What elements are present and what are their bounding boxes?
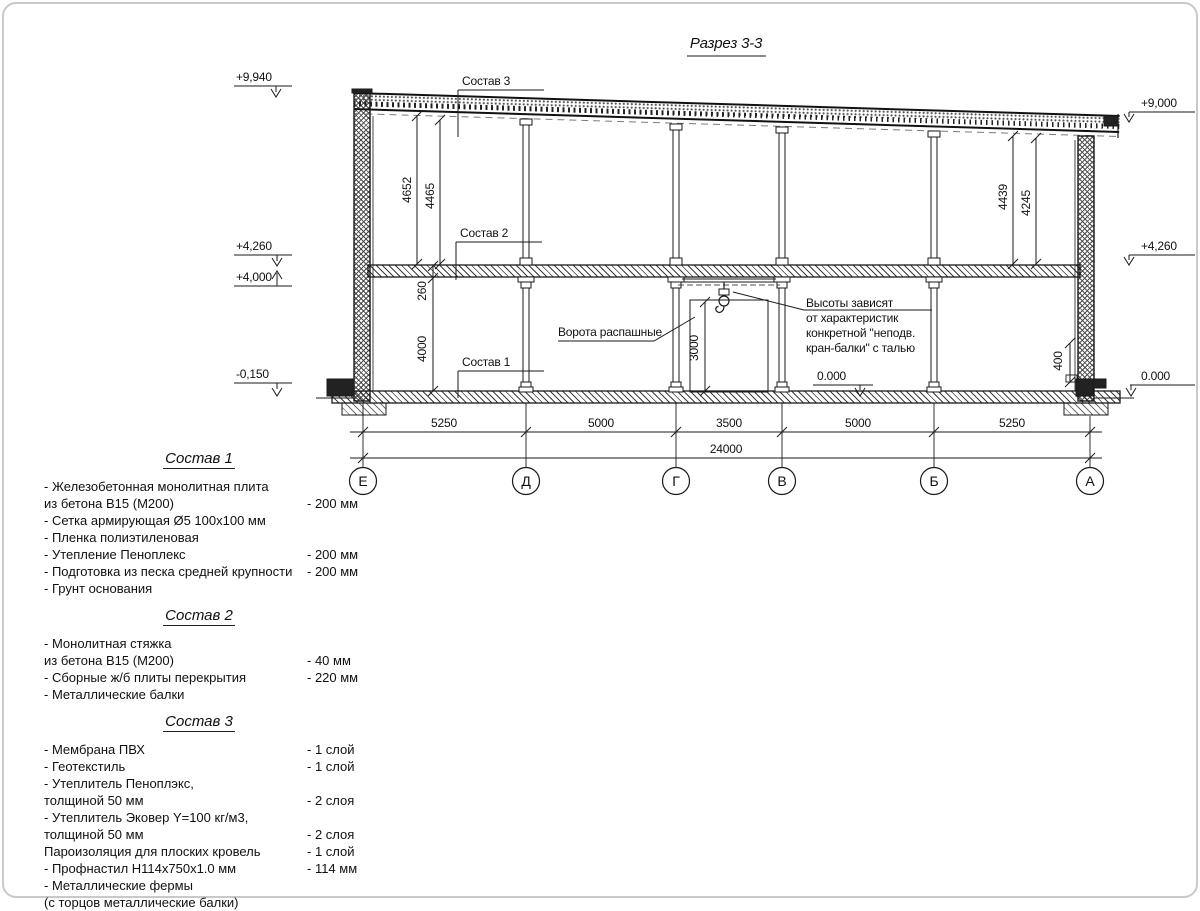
elev-left-slab-top: +4,260 (236, 239, 272, 253)
legend-item-line: - Утепление Пеноплекс - 200 мм (44, 547, 359, 562)
left-wall-cap (352, 89, 372, 93)
legend-item-line: - Монолитная стяжка (44, 636, 172, 651)
upper-columns (520, 119, 940, 265)
bottom-dimension-lines (350, 403, 1102, 467)
legend-item-line: - Металлические балки (44, 687, 185, 702)
ground-slab-outline (332, 391, 1120, 403)
legend-item-line: толщиной 50 мм - 2 слоя (44, 793, 355, 808)
span-total: 24000 (709, 442, 743, 456)
hoist-trolley (719, 289, 729, 295)
legend-item-line: - Железобетонная монолитная плита (44, 479, 269, 494)
legend-item-line: - Пленка полиэтиленовая (44, 530, 199, 545)
elev-right-roof: +9,000 (1141, 96, 1177, 110)
dim-4245: 4245 (1019, 190, 1033, 216)
left-plinth-block (327, 379, 354, 396)
left-wall-outline (354, 92, 370, 401)
legend-item-line: толщиной 50 мм - 2 слоя (44, 827, 355, 842)
crane-note-line4: кран-балки" с талью (806, 341, 915, 355)
elev-right-ground: 0.000 (1141, 369, 1171, 383)
legend-item-value: - 1 слой (307, 742, 355, 757)
legend-item-value: - 200 мм (307, 547, 359, 562)
elevation-marks (234, 86, 1195, 396)
axis-label-E: Е (358, 473, 368, 489)
axis-label-D: Д (521, 473, 531, 489)
legend-item-line: - Геотекстиль - 1 слой (44, 759, 355, 774)
legend-item-value: - 2 слоя (307, 793, 355, 808)
crane-note-line3: конкретной "неподв. (806, 326, 916, 340)
dim-260: 260 (415, 281, 429, 301)
dim-4439: 4439 (996, 184, 1010, 210)
legend-item-line: - Профнастил Н114х750х1.0 мм - 114 мм (44, 861, 358, 876)
axis-bubbles (350, 468, 1104, 495)
dim-4000: 4000 (415, 336, 429, 362)
axis-label-G: Г (672, 473, 680, 489)
legend-item-line: - Утеплитель Эковер Y=100 кг/м3, (44, 810, 249, 825)
crane-note-line2: от характеристик (806, 311, 899, 325)
hoist-pulley (719, 296, 729, 306)
floor-slab-outline (368, 265, 1080, 277)
dim-400: 400 (1051, 351, 1065, 371)
span-V-B: 5000 (845, 416, 871, 430)
legend-item-line: из бетона В15 (М200) - 200 мм (44, 496, 359, 511)
axis-label-A: А (1085, 473, 1095, 489)
elev-left-roof: +9,940 (236, 70, 272, 84)
callout-layer2: Состав 2 (460, 226, 509, 240)
span-B-A: 5250 (999, 416, 1025, 430)
elev-inner-floor: 0.000 (817, 369, 847, 383)
legend-item-value: - 114 мм (307, 861, 358, 876)
legend-item-line: - Сборные ж/б плиты перекрытия - 220 мм (44, 670, 359, 685)
elev-right-slab: +4,260 (1141, 239, 1177, 253)
legend-item-value: - 200 мм (307, 496, 359, 511)
legend-item-line: - Сетка армирующая Ø5 100x100 мм (44, 513, 266, 528)
legend-item-line: - Мембрана ПВХ - 1 слой (44, 742, 355, 757)
legend-item-value: - 1 слой (307, 759, 355, 774)
legend-item-line: - Грунт основания (44, 581, 153, 596)
roof-end-cap (1104, 116, 1118, 126)
crane-hook-icon (716, 306, 724, 312)
page-title: Разрез 3-3 (689, 35, 763, 52)
callout-gate: Ворота распашные (558, 325, 663, 339)
legend-item-value: - 1 слой (307, 844, 355, 859)
callout-layer1: Состав 1 (462, 355, 511, 369)
right-foundation-outline (1064, 403, 1108, 415)
elev-left-ground: -0,150 (236, 367, 269, 381)
legend-section-title: Состав 2 (165, 607, 233, 624)
legend-item-value: - 220 мм (307, 670, 359, 685)
legend-item-line: - Утеплитель Пеноплэкс, (44, 776, 194, 791)
span-E-D: 5250 (431, 416, 457, 430)
vertical-dimensions (412, 111, 1075, 396)
legend-item-line: - Металлические фермы (44, 878, 193, 893)
crane-beam (678, 279, 780, 312)
dim-3000: 3000 (687, 335, 701, 361)
legend-item-line: из бетона В15 (М200) - 40 мм (44, 653, 351, 668)
legend-item-line: - Подготовка из песка средней крупности - 200 мм (44, 564, 359, 579)
right-plinth-block (1076, 379, 1093, 396)
legend-item-value: - 2 слоя (307, 827, 355, 842)
gate-outline (690, 300, 768, 392)
legend-item-value: - 40 мм (307, 653, 351, 668)
dim-4465: 4465 (423, 183, 437, 209)
axis-label-B: Б (929, 473, 939, 489)
legend-section-title: Состав 3 (165, 713, 233, 730)
legend-section-title: Состав 1 (165, 450, 233, 467)
crane-note-line1: Высоты зависят (806, 296, 894, 310)
span-G-V: 3500 (716, 416, 742, 430)
callout-layer3: Состав 3 (462, 74, 511, 88)
legend-item-line: (с торцов металлические балки) (44, 895, 239, 910)
span-D-G: 5000 (588, 416, 614, 430)
elev-left-slab-bottom: +4,000 (236, 270, 272, 284)
legend-item-line: Пароизоляция для плоских кровель - 1 слой (44, 844, 355, 859)
left-foundation-outline (342, 403, 386, 415)
legend-item-value: - 200 мм (307, 564, 359, 579)
axis-label-V: В (777, 473, 787, 489)
legend (44, 450, 384, 911)
dim-4652: 4652 (400, 177, 414, 203)
